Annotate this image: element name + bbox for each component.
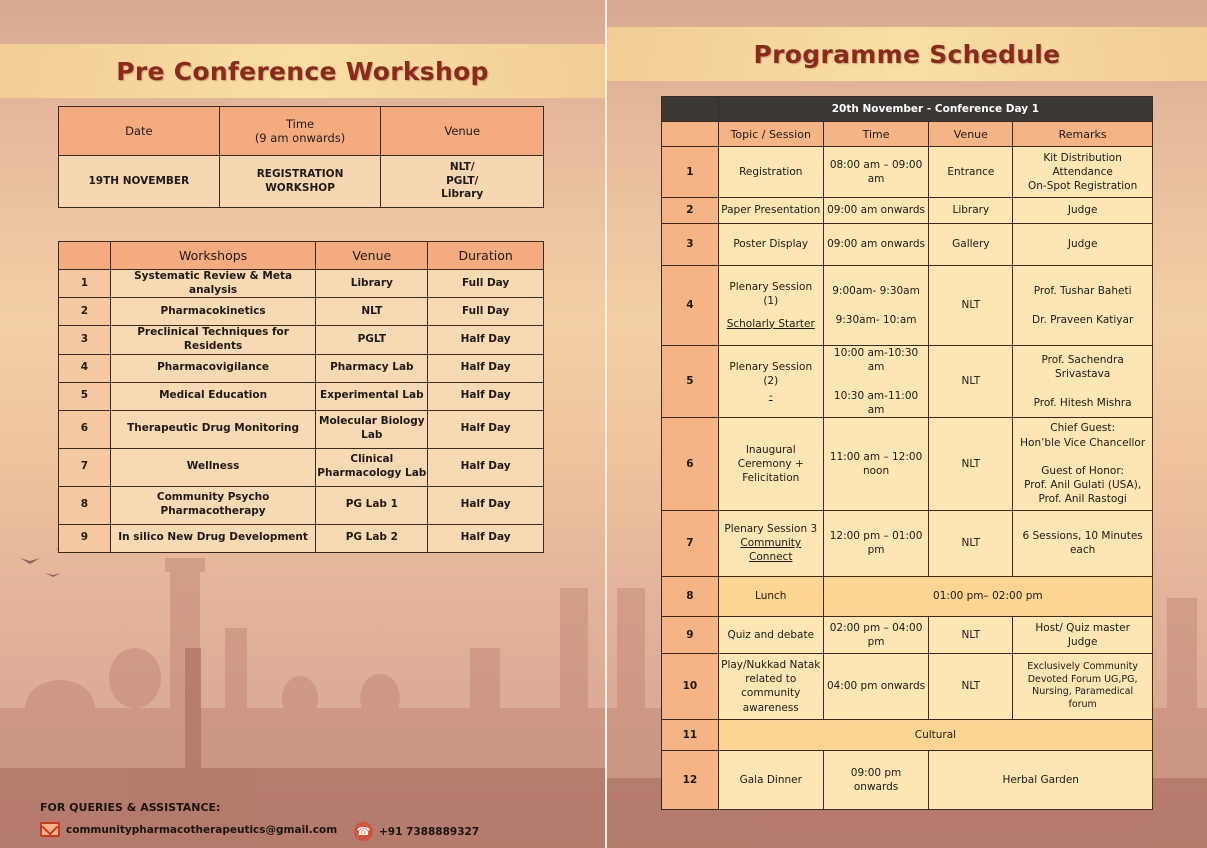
workshop-name: Systematic Review & Meta analysis [110,270,316,298]
session-topic: Quiz and debate [718,616,823,653]
row-number: 7 [59,448,111,486]
title-banner [607,27,1207,81]
row-number: 9 [59,524,111,552]
session-remarks: Kit Distribution Attendance On-Spot Registration [1013,147,1153,198]
table-row [59,270,544,298]
venue-header: Venue [929,122,1013,147]
row-number: 10 [662,653,719,719]
workshop-name: Community Psycho Pharmacotherapy [110,486,316,524]
session-remarks: Judge [1013,198,1153,224]
cultural-session: Cultural [718,719,1152,750]
session-remarks: Prof. Tushar Baheti Dr. Praveen Katiyar [1013,266,1153,346]
row-number: 4 [662,266,719,346]
workshop-duration: Full Day [428,298,544,326]
table-row [59,354,544,382]
venue-header: Venue [381,107,544,156]
registration-event: REGISTRATION WORKSHOP [219,156,381,208]
session-time: 09:00 am onwards [823,224,929,266]
row-number: 8 [59,486,111,524]
city-skyline-illustration [0,528,605,848]
workshop-venue: Clinical Pharmacology Lab [316,448,428,486]
session-topic: Play/Nukkad Natak related to community awareness [718,653,823,719]
phone-contact[interactable] [354,822,479,841]
workshop-venue: Library [316,270,428,298]
session-time: 04:00 pm onwards [823,653,929,719]
session-venue: NLT [929,616,1013,653]
workshop-name: Pharmacovigilance [110,354,316,382]
table-row [59,486,544,524]
page-title: Pre Conference Workshop [116,56,489,86]
workshop-duration: Half Day [428,524,544,552]
workshop-venue: Experimental Lab [316,382,428,410]
row-number: 5 [59,382,111,410]
workshop-duration: Half Day [428,486,544,524]
num-header [662,122,719,147]
row-number: 11 [662,719,719,750]
table-row [662,750,1153,809]
session-time: 9:00am- 9:30am 9:30am- 10:am [823,266,929,346]
session-topic: Paper Presentation [718,198,823,224]
session-topic: Registration [718,147,823,198]
session-time: 09:00 am onwards [823,198,929,224]
programme-schedule-table [661,96,1153,810]
session-venue: Herbal Garden [929,750,1153,809]
table-row [59,326,544,354]
row-number: 6 [59,410,111,448]
session-remarks: Exclusively Community Devoted Forum UG,PG, Nursing, Paramedical forum [1013,653,1153,719]
workshop-venue: NLT [316,298,428,326]
workshops-header: Workshops [110,242,316,270]
session-remarks: Judge [1013,224,1153,266]
table-row [59,298,544,326]
session-title: Plenary Session 3 [724,523,818,536]
session-venue: Entrance [929,147,1013,198]
table-row [662,719,1153,750]
row-number: 9 [662,616,719,653]
workshop-name: Medical Education [110,382,316,410]
table-row [662,653,1153,719]
session-time: 02:00 pm – 04:00 pm [823,616,929,653]
row-number: 6 [662,417,719,510]
remarks-header: Remarks [1013,122,1153,147]
right-page [607,0,1207,848]
table-row [662,266,1153,346]
workshop-venue-header: Venue [316,242,428,270]
workshop-duration: Half Day [428,410,544,448]
table-row [59,410,544,448]
registration-table [58,106,544,208]
workshop-duration: Full Day [428,270,544,298]
session-time: 09:00 pm onwards [823,750,929,809]
row-number: 3 [59,326,111,354]
workshop-venue: Molecular Biology Lab [316,410,428,448]
queries-heading: FOR QUERIES & ASSISTANCE: [40,801,221,814]
workshop-venue: PG Lab 2 [316,524,428,552]
workshop-name: Pharmacokinetics [110,298,316,326]
date-header: Date [59,107,220,156]
page-title: Programme Schedule [753,39,1061,69]
session-venue: NLT [929,266,1013,346]
row-number: 1 [662,147,719,198]
row-number: 2 [662,198,719,224]
table-row [662,417,1153,510]
row-number: 7 [662,510,719,576]
session-venue: NLT [929,510,1013,576]
session-topic: Lunch [718,576,823,616]
workshop-num-header [59,242,111,270]
table-row [59,382,544,410]
email-contact[interactable] [40,822,337,837]
table-row [662,224,1153,266]
session-venue: NLT [929,653,1013,719]
table-row [662,510,1153,576]
session-remarks: 6 Sessions, 10 Minutes each [1013,510,1153,576]
session-title: Plenary Session (2) [729,361,813,388]
session-time: 08:00 am – 09:00 am [823,147,929,198]
workshop-name: Therapeutic Drug Monitoring [110,410,316,448]
session-time: 11:00 am – 12:00 noon [823,417,929,510]
time-header: Time (9 am onwards) [219,107,381,156]
time-header: Time [823,122,929,147]
session-time: 10:00 am-10:30 am 10:30 am-11:00 am [823,346,929,418]
lunch-time: 01:00 pm– 02:00 pm [823,576,1152,616]
workshop-name: Preclinical Techniques for Residents [110,326,316,354]
registration-date: 19TH NOVEMBER [59,156,220,208]
row-number: 5 [662,346,719,418]
session-title: Plenary Session (1) [729,281,813,308]
workshop-venue: Pharmacy Lab [316,354,428,382]
workshop-duration: Half Day [428,448,544,486]
session-venue: NLT [929,346,1013,418]
session-venue: Library [929,198,1013,224]
row-number: 3 [662,224,719,266]
row-number: 8 [662,576,719,616]
row-number: 2 [59,298,111,326]
workshop-name: Wellness [110,448,316,486]
workshop-name: In silico New Drug Development [110,524,316,552]
session-topic [718,266,823,346]
day-header: 20th November - Conference Day 1 [718,97,1152,122]
table-row [662,198,1153,224]
row-number: 1 [59,270,111,298]
session-remarks: Chief Guest: Hon’ble Vice Chancellor Guest of Honor: Prof. Anil Gulati (USA), Prof. Anil Rastogi [1013,417,1153,510]
session-subtitle: Scholarly Starter [726,317,815,330]
table-row [662,346,1153,418]
workshop-duration: Half Day [428,354,544,382]
session-remarks: Prof. Sachendra Srivastava Prof. Hitesh Mishra [1013,346,1153,418]
session-venue: Gallery [929,224,1013,266]
table-row [662,147,1153,198]
session-subtitle: Community Connect [740,537,802,564]
session-topic [718,346,823,418]
corner-cell [662,97,719,122]
workshop-duration: Half Day [428,326,544,354]
table-row [662,616,1153,653]
session-remarks: Host/ Quiz master Judge [1013,616,1153,653]
table-row [662,576,1153,616]
phone-number[interactable]: +91 7388889327 [379,825,480,838]
table-row [59,524,544,552]
email-address[interactable]: communitypharmacotherapeutics@gmail.com [66,823,338,836]
table-row [59,448,544,486]
session-subtitle: - [768,389,773,402]
duration-header: Duration [428,242,544,270]
session-topic: Inaugural Ceremony + Felicitation [718,417,823,510]
row-number: 12 [662,750,719,809]
phone-icon: ☎ [354,822,373,841]
title-banner [0,44,605,98]
session-topic [718,510,823,576]
workshop-venue: PGLT [316,326,428,354]
session-topic: Gala Dinner [718,750,823,809]
topic-header: Topic / Session [718,122,823,147]
registration-venue: NLT/ PGLT/ Library [381,156,544,208]
session-topic: Poster Display [718,224,823,266]
row-number: 4 [59,354,111,382]
workshop-table [58,241,544,553]
session-venue: NLT [929,417,1013,510]
session-time: 12:00 pm – 01:00 pm [823,510,929,576]
mail-icon [40,822,60,837]
workshop-duration: Half Day [428,382,544,410]
workshop-venue: PG Lab 1 [316,486,428,524]
